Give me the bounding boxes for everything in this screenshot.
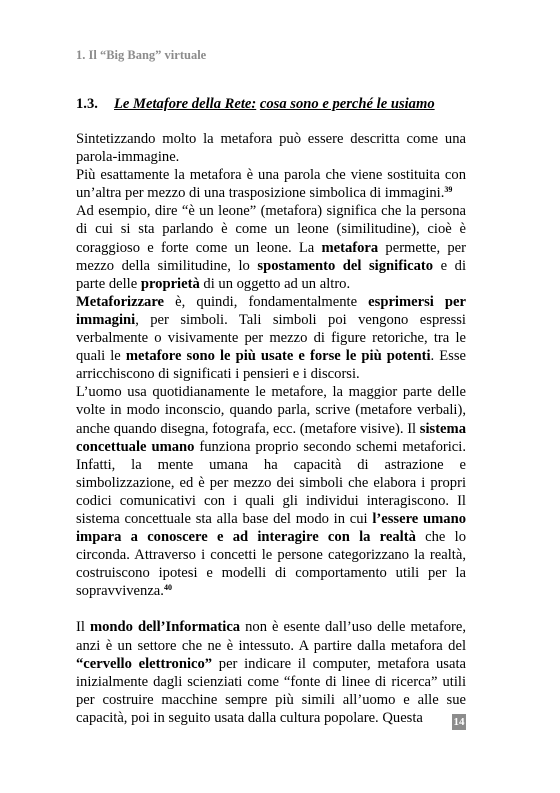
text-run: Più esattamente la metafora è una parola che viene sostituita con un’altra per mezzo di una trasposizione simbolica di immagini. xyxy=(76,167,466,202)
section-number: 1.3. xyxy=(76,96,98,112)
bold-run: mondo dell’Informatica xyxy=(89,619,241,636)
text-run: , per simboli. Tali simboli poi vengono espressi verbalmente o visivamente per mezzo di figure retoriche, tra le quali le xyxy=(76,311,466,365)
paragraph-1 xyxy=(76,130,466,166)
section-heading xyxy=(76,96,476,113)
text-run: . Esse arricchiscono di significati i pensieri e i discorsi. xyxy=(76,348,466,383)
footnote-ref: 39 xyxy=(444,185,453,195)
section-title-part2: cosa sono e perché le usiamo xyxy=(259,96,435,112)
bold-run: sistema concettuale umano xyxy=(76,420,466,455)
text-run: che lo circonda. Attraverso i concetti le persone categorizzano la realtà, costruiscono ipotesi e modelli di comportamento utili per la sopravvivenza. xyxy=(76,529,466,600)
bold-run: metafore sono le più usate e forse le più potenti xyxy=(125,348,431,365)
body-text xyxy=(76,130,466,727)
text-run: Il xyxy=(76,619,90,636)
text-run: Sintetizzando molto la metafora può essere descritta come una parola-immagine. xyxy=(76,131,466,166)
bold-run: proprietà xyxy=(140,275,200,292)
paragraph-gap xyxy=(76,600,466,618)
text-run: funziona proprio secondo schemi metaforici. Infatti, la mente umana ha capacità di astrazione e simbolizzazione, ed è per mezzo dei simboli che elabora i propri codici comunicativi con i quali gli individui interagiscono. Il sistema concettuale sta alla base del modo in cui xyxy=(76,438,466,527)
text-run: Ad esempio, dire “è un leone” (metafora) significa che la persona di cui si sta parlando è come un leone (similitudine), cioè è coraggioso e forte come un leone. La xyxy=(76,203,466,256)
footnote-ref: 40 xyxy=(163,583,172,593)
paragraph-6 xyxy=(76,618,466,727)
paragraph-2 xyxy=(76,166,466,202)
bold-run: “cervello elettronico” xyxy=(76,655,213,672)
section-title-part1: Le Metafore della Rete: xyxy=(114,96,257,112)
text-run: permette, per mezzo della similitudine, lo xyxy=(76,239,466,274)
text-run: è, quindi, fondamentalmente xyxy=(164,293,369,310)
text-run: e di parte delle xyxy=(76,257,467,292)
running-header: 1. Il “Big Bang” virtuale xyxy=(76,48,207,62)
page-number-badge: 14 xyxy=(453,716,465,728)
text-run: non è esente dall’uso delle metafore, anzi è un settore che ne è intessuto. A partire dalla metafora del xyxy=(76,619,466,654)
paragraph-5 xyxy=(76,383,466,600)
bold-run: l’essere umano impara a conoscere e ad interagire con la realtà xyxy=(76,510,466,546)
bold-run: esprimersi per immagini xyxy=(76,293,467,328)
paragraph-4 xyxy=(76,293,466,383)
paragraph-3 xyxy=(76,202,466,292)
text-run: per indicare il computer, metafora usata inizialmente dagli scienziati come “fonte di linee di ricerca” utili per costruire macchine sempre più simili all’uomo e alle sue capacità, poi in seguito usata dalla cultura popolare. Questa xyxy=(76,655,466,726)
text-run: L’uomo usa quotidianamente le metafore, la maggior parte delle volte in modo inconscio, quando parla, scrive (metafore verbali), anche quando disegna, fotografa, ecc. (metafore visive). Il xyxy=(76,384,466,437)
bold-run: metafora xyxy=(321,239,379,256)
bold-run: Metaforizzare xyxy=(76,293,165,310)
bold-run: spostamento del significato xyxy=(257,257,434,274)
text-run: di un oggetto ad un altro. xyxy=(199,275,351,292)
